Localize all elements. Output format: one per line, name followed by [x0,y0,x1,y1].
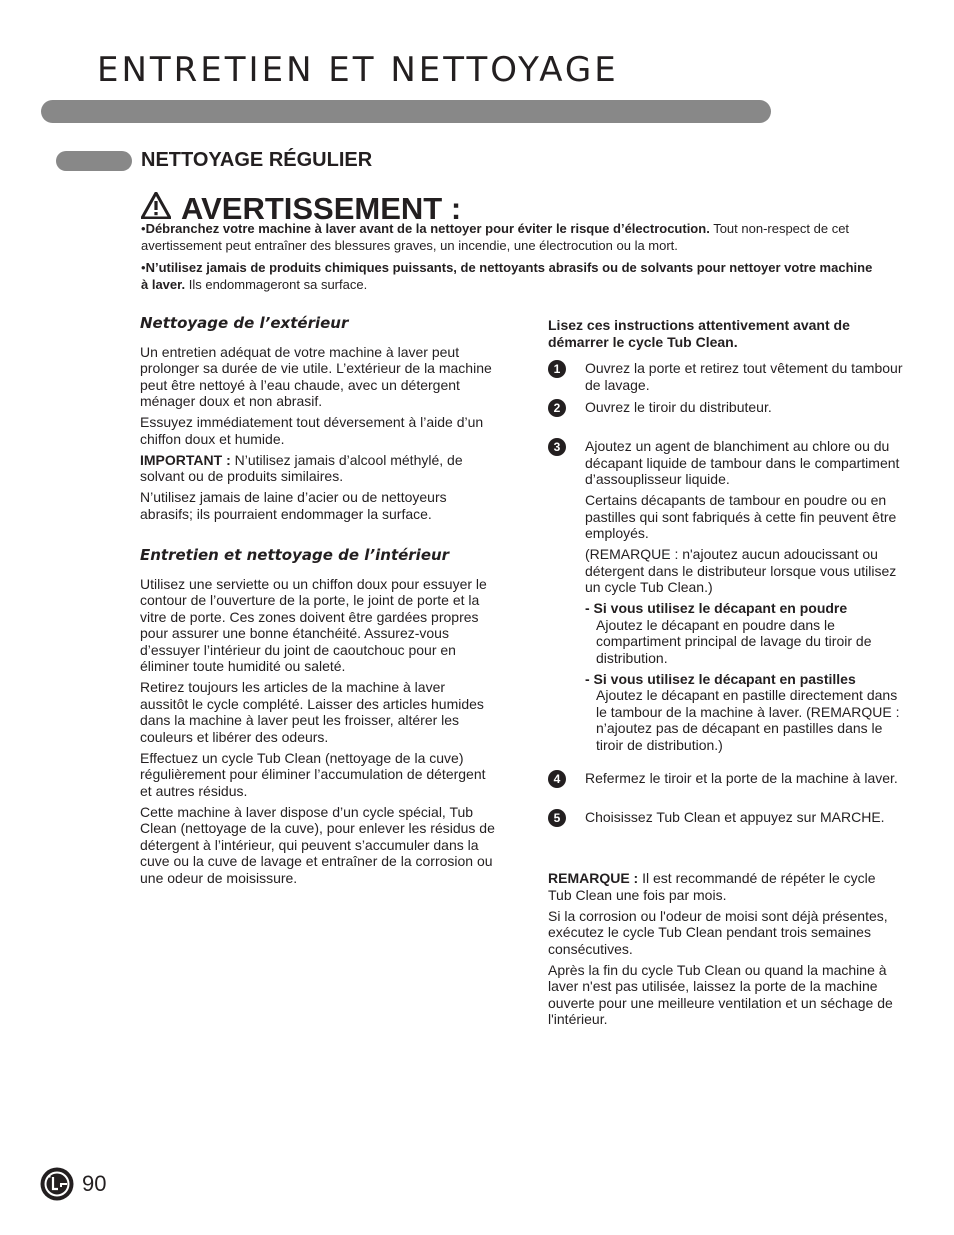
exterior-paragraph: N’utilisez jamais de laine d’acier ou de nettoyeurs abrasifs; ils pourraient endommager la surface. [140,489,447,522]
interior-section [140,547,495,891]
exterior-section [140,315,495,527]
section-heading: NETTOYAGE RÉGULIER [141,149,373,171]
interior-paragraph: Cette machine à laver dispose d’un cycle spécial, Tub Clean (nettoyage de la cuve), pour enlever les résidus de détergent à l’intérieur, qui peuvent s’accumuler dans la cuve ou la cuve de lavage et entraîner de la corrosion ou une odeur de moisissure. [140,803,495,886]
exterior-heading: Nettoyage de l’extérieur [140,314,349,332]
remarks-section [548,870,893,1032]
lg-logo-icon [40,1167,74,1201]
tablet-option-text: Ajoutez le décapant en pastille directement dans le tambour de la machine à laver. (REMARQUE : n’ajoutez pas de décapant en pastilles dans le tiroir de distribution.) [596,687,900,753]
warning-bullet-bold: Débranchez votre machine à laver avant de la nettoyer pour éviter le risque d’électrocution. [145,221,710,236]
step-text: Ouvrez le tiroir du distributeur. [585,399,772,415]
step-note: (REMARQUE : n'ajoutez aucun adoucissant ou détergent dans le distributeur lorsque vous utilisez un cycle Tub Clean.) [585,546,897,595]
step-number: 4 [548,770,566,788]
title-bar [41,100,771,123]
exterior-paragraph: Un entretien adéquat de votre machine à laver peut prolonger sa durée de vie utile. L’extérieur de la machine peut être nettoyé à l’eau chaude, avec un détergent ménager doux et non abrasif. [140,343,492,409]
step-text: Refermez le tiroir et la porte de la machine à laver. [585,770,898,786]
warning-bullet: •N’utilisez jamais de produits chimiques puissants, de nettoyants abrasifs ou de solvants pour nettoyer votre machine à laver. Ils endommageront sa surface. [141,260,873,292]
powder-option-heading: - Si vous utilisez le décapant en poudre [585,600,848,616]
remark-label: REMARQUE : [548,870,639,886]
interior-paragraph: Effectuez un cycle Tub Clean (nettoyage de la cuve) régulièrement pour éliminer l’accumulation de détergent et autres résidus. [140,749,486,799]
step-item [548,399,908,420]
important-label: IMPORTANT : [140,451,231,468]
interior-heading: Entretien et nettoyage de l’intérieur [140,546,450,564]
step-number: 2 [548,399,566,417]
page-number: 90 [82,1171,107,1196]
remark-paragraph [548,870,893,903]
remark-paragraph: Si la corrosion ou l'odeur de moisi sont déjà présentes, exécutez le cycle Tub Clean pendant trois semaines consécutives. [548,907,888,957]
tablet-option [585,671,908,754]
step-number: 1 [548,360,566,378]
step-item [548,809,908,830]
step-number: 3 [548,438,566,456]
powder-option [585,600,908,666]
step-text: Ajoutez un agent de blanchiment au chlore ou du décapant liquide de tambour dans le compartiment d’assouplisseur liquide. [585,438,900,487]
important-text: N’utilisez jamais d’alcool méthylé, de solvant ou de produits similaires. [140,451,463,484]
warning-bullet-bold: N’utilisez jamais de produits chimiques puissants, de nettoyants abrasifs ou de solvants pour nettoyer votre machine à laver. [141,260,873,292]
warning-bullet-text: Tout non-respect de cet avertissement peut entraîner des blessures graves, un incendie, une électrocution ou la mort. [141,221,850,253]
step-text: Certains décapants de tambour en poudre ou en pastilles qui sont fabriqués à cette fin peuvent être employés. [585,492,897,541]
step-number: 5 [548,809,566,827]
step-text: Ouvrez la porte et retirez tout vêtement du tambour de lavage. [585,360,903,393]
exterior-important [140,452,495,485]
warning-bullet-text: Ils endommageront sa surface. [185,277,368,292]
section-pill [56,151,132,171]
step-item [548,438,908,753]
tablet-option-heading: - Si vous utilisez le décapant en pastilles [585,670,856,687]
step-item [548,360,908,398]
interior-paragraph: Utilisez une serviette ou un chiffon doux pour essuyer le contour de l’ouverture de la porte, le joint de porte et la vitre de porte. Ces zones doivent être gardées propres pour assurer une bonne étanchéité. Assurez-vous d’essuyer l’intérieur du joint de caoutchouc pour en éliminer toute humidité ou saleté. [140,575,487,674]
step-text: Choisissez Tub Clean et appuyez sur MARCHE. [585,809,885,825]
page-title: ENTRETIEN ET NETTOYAGE [97,50,619,90]
step-item [548,770,908,791]
remark-text: Il est recommandé de répéter le cycle Tub Clean une fois par mois. [548,870,876,903]
exterior-paragraph: Essuyez immédiatement tout déversement à l’aide d’un chiffon doux et humide. [140,414,484,447]
warning-bullet: •Débranchez votre machine à laver avant de la nettoyer pour éviter le risque d’électrocution. Tout non-respect de cet avertissement peut entraîner des blessures graves, un incendie, une électrocution ou la mort. [141,221,850,253]
warning-title-text: AVERTISSEMENT : [181,191,462,226]
right-intro: Lisez ces instructions attentivement avant de démarrer le cycle Tub Clean. [548,317,850,350]
powder-option-text: Ajoutez le décapant en poudre dans le compartiment principal de lavage du tiroir de distribution. [596,616,872,666]
interior-paragraph: Retirez toujours les articles de la machine à laver aussitôt le cycle complété. Laisser des articles humides dans la machine à laver peut les froisser, altérer les couleurs et libérer des odeurs. [140,679,484,745]
remark-paragraph: Après la fin du cycle Tub Clean ou quand la machine à laver n'est pas utilisée, laissez la porte de la machine ouverte pour une meilleure ventilation et un séchage de l'intérieur. [548,961,893,1027]
